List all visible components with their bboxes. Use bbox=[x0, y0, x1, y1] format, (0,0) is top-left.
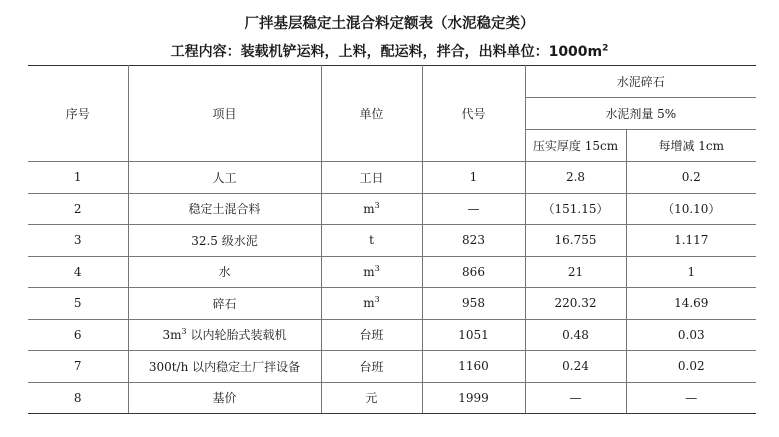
cell-unit: 工日 bbox=[321, 162, 422, 194]
cell-item: 基价 bbox=[128, 382, 321, 414]
cell-thickness: — bbox=[525, 382, 626, 414]
header-unit: 单位 bbox=[321, 66, 422, 162]
cell-unit bbox=[321, 256, 422, 288]
cell-code: 1160 bbox=[422, 351, 525, 383]
header-increment: 每增减 1cm bbox=[626, 130, 756, 162]
subtitle-unit-superscript: 2 bbox=[602, 43, 609, 54]
subtitle-text: 工程内容：装载机铲运料，上料，配运料，拌合，出料单位：1000m bbox=[170, 44, 603, 60]
cell-code: 823 bbox=[422, 225, 525, 257]
cell-thickness: 21 bbox=[525, 256, 626, 288]
cell-code: 1999 bbox=[422, 382, 525, 414]
cell-increment: （10.10） bbox=[626, 193, 756, 225]
cell-item: 水 bbox=[128, 256, 321, 288]
table-title: 厂拌基层稳定土混合料定额表（水泥稳定类） bbox=[244, 16, 535, 32]
cell-unit-superscript: 3 bbox=[374, 263, 380, 273]
cell-item: 32.5 级水泥 bbox=[128, 225, 321, 257]
cell-item-superscript: 3 bbox=[181, 327, 187, 337]
cell-unit-text: m bbox=[363, 296, 375, 311]
cell-increment: 0.03 bbox=[626, 319, 756, 351]
table-row bbox=[28, 288, 756, 320]
cell-seq: 5 bbox=[28, 288, 128, 320]
table-row bbox=[28, 225, 756, 257]
table-row bbox=[28, 319, 756, 351]
cell-unit: 台班 bbox=[321, 319, 422, 351]
cell-item: 300t/h 以内稳定土厂拌设备 bbox=[128, 351, 321, 383]
cell-increment: 0.2 bbox=[626, 162, 756, 194]
cell-unit-text: m bbox=[363, 201, 375, 216]
cell-unit bbox=[321, 193, 422, 225]
cell-unit-superscript: 3 bbox=[374, 200, 380, 210]
cell-unit-text: m bbox=[363, 264, 375, 279]
cell-thickness: 2.8 bbox=[525, 162, 626, 194]
table-row bbox=[28, 193, 756, 225]
table-row bbox=[28, 162, 756, 194]
cell-unit: 元 bbox=[321, 382, 422, 414]
cell-unit: 台班 bbox=[321, 351, 422, 383]
cell-item: 人工 bbox=[128, 162, 321, 194]
cell-seq: 1 bbox=[28, 162, 128, 194]
cell-item bbox=[128, 319, 321, 351]
cell-increment: 0.02 bbox=[626, 351, 756, 383]
cell-seq: 3 bbox=[28, 225, 128, 257]
quota-table bbox=[28, 65, 756, 414]
table-row bbox=[28, 382, 756, 414]
cell-item-rest: 以内轮胎式装载机 bbox=[186, 328, 287, 343]
cell-increment: 1 bbox=[626, 256, 756, 288]
cell-thickness: 220.32 bbox=[525, 288, 626, 320]
header-group: 水泥碎石 bbox=[525, 66, 756, 98]
table-row bbox=[28, 351, 756, 383]
cell-thickness: 0.48 bbox=[525, 319, 626, 351]
table-body bbox=[28, 162, 756, 414]
table-row bbox=[28, 256, 756, 288]
cell-seq: 6 bbox=[28, 319, 128, 351]
cell-increment: 1.117 bbox=[626, 225, 756, 257]
cell-unit: t bbox=[321, 225, 422, 257]
header-thickness: 压实厚度 15cm bbox=[525, 130, 626, 162]
header-item: 项目 bbox=[128, 66, 321, 162]
header-seq: 序号 bbox=[28, 66, 128, 162]
cell-increment: 14.69 bbox=[626, 288, 756, 320]
cell-increment: — bbox=[626, 382, 756, 414]
cell-item-text: 3m bbox=[162, 328, 182, 343]
header-code: 代号 bbox=[422, 66, 525, 162]
cell-code: 866 bbox=[422, 256, 525, 288]
cell-code: 1051 bbox=[422, 319, 525, 351]
cell-item: 碎石 bbox=[128, 288, 321, 320]
cell-unit bbox=[321, 288, 422, 320]
cell-seq: 8 bbox=[28, 382, 128, 414]
cell-code: 1 bbox=[422, 162, 525, 194]
cell-thickness: 16.755 bbox=[525, 225, 626, 257]
cell-thickness: （151.15） bbox=[525, 193, 626, 225]
cell-unit-superscript: 3 bbox=[374, 295, 380, 305]
table-subtitle bbox=[0, 41, 779, 61]
cell-seq: 4 bbox=[28, 256, 128, 288]
cell-seq: 2 bbox=[28, 193, 128, 225]
cell-thickness: 0.24 bbox=[525, 351, 626, 383]
cell-item: 稳定土混合料 bbox=[128, 193, 321, 225]
cell-code: 958 bbox=[422, 288, 525, 320]
cell-seq: 7 bbox=[28, 351, 128, 383]
cell-code: — bbox=[422, 193, 525, 225]
header-dosage: 水泥剂量 5% bbox=[525, 98, 756, 130]
